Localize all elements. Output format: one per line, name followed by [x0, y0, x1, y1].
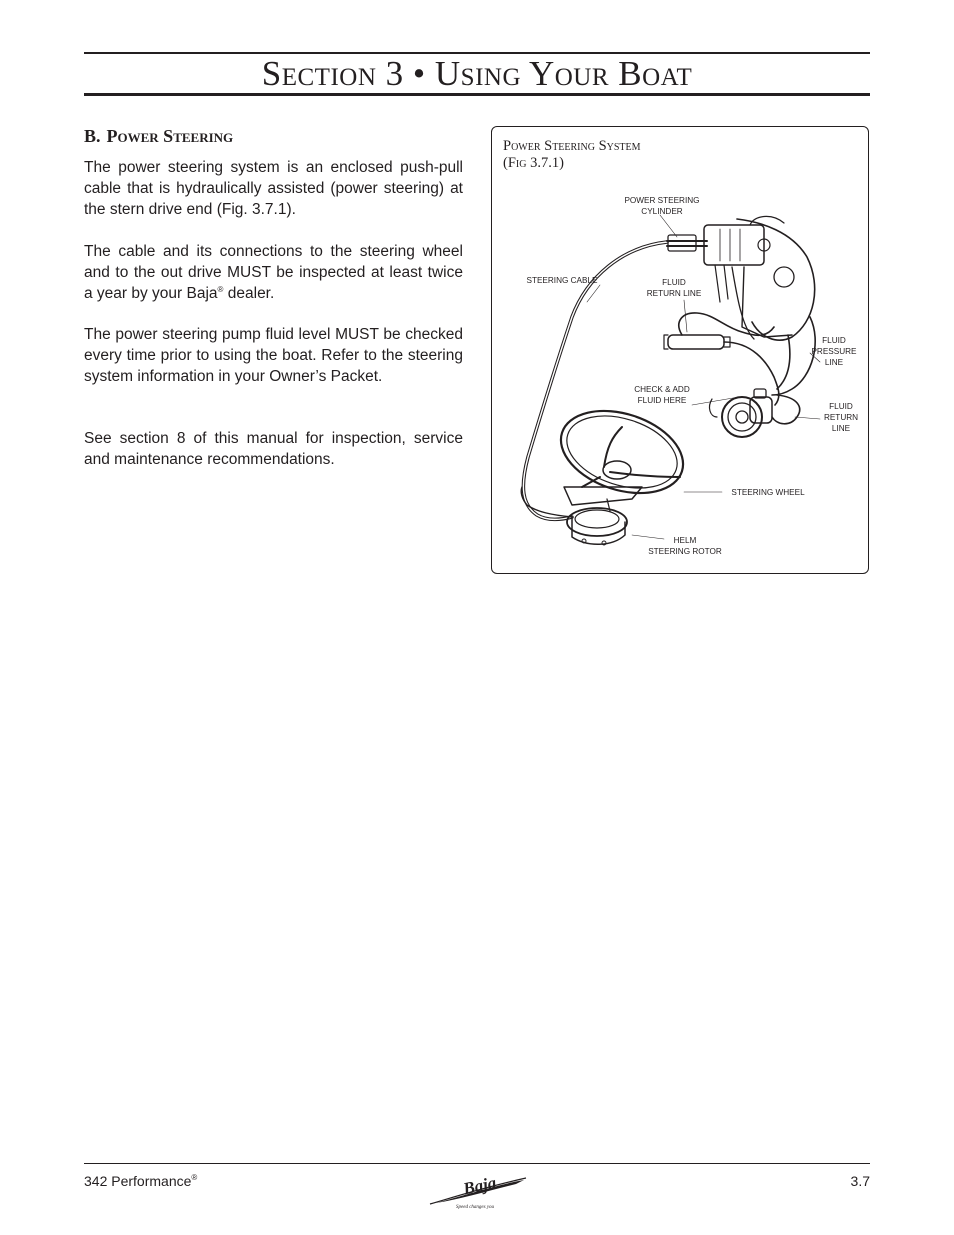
fluid-return-line-drawing	[772, 395, 800, 424]
paragraph-inspection-text: The cable and its connections to the steering wheel and to the out drive MUST be inspected at least twice a year by your Baja	[84, 243, 463, 302]
footer-model	[84, 1173, 197, 1189]
paragraph-inspection	[84, 242, 463, 304]
section-heading	[84, 126, 233, 147]
footer-rule	[84, 1163, 870, 1164]
paragraph-maintenance: See section 8 of this manual for inspection, service and maintenance recommendations.	[84, 430, 463, 468]
cable-end-drawing	[521, 487, 572, 517]
label-fluid-return-line-2: FLUID RETURN LINE	[823, 402, 859, 433]
baja-logo	[426, 1170, 532, 1210]
label-fluid-return-line-1: FLUID RETURN LINE	[646, 278, 702, 298]
registered-mark: ®	[217, 284, 224, 294]
section-letter: B.	[84, 126, 101, 146]
page-number: 3.7	[850, 1173, 870, 1189]
label-power-steering-cylinder: POWER STEERING CYLINDER	[624, 196, 700, 216]
footer-model-text: 342 Performance	[84, 1173, 192, 1189]
power-steering-pump-drawing	[710, 389, 772, 437]
figure-title-line1: Power Steering System	[503, 138, 641, 154]
figure-power-steering	[491, 126, 869, 574]
label-check-add-fluid: CHECK & ADD FLUID HERE	[634, 385, 690, 405]
logo-tagline: Speed changes you	[456, 1205, 495, 1210]
figure-title-line2: (Fig 3.7.1)	[503, 155, 564, 171]
page-title: Section 3 • Using Your Boat	[261, 54, 693, 93]
label-steering-cable: STEERING CABLE	[526, 276, 598, 285]
paragraph-fluid-level: The power steering pump fluid level MUST be checked every time prior to using the boat. Refer to the steering system information in your Owner’s Packet.	[84, 326, 463, 385]
label-fluid-pressure-line: FLUID PRESSURE LINE	[811, 336, 857, 367]
paragraph-intro: The power steering system is an enclosed push-pull cable that is hydraulically assisted (power steering) at the stern drive end (Fig. 3.7.1).	[84, 159, 463, 218]
label-steering-wheel: STEERING WHEEL	[731, 488, 805, 497]
logo-wordmark: Baja	[461, 1172, 498, 1199]
helm-steering-rotor-drawing	[564, 487, 642, 545]
footer-registered-mark: ®	[191, 1173, 198, 1182]
paragraph-inspection-end: dealer.	[223, 284, 275, 302]
label-helm-steering-rotor: HELM STEERING ROTOR	[648, 536, 722, 556]
section-heading-text: Power Steering	[106, 126, 234, 146]
header-rule-bottom	[84, 93, 870, 96]
steering-wheel-drawing	[550, 396, 693, 507]
